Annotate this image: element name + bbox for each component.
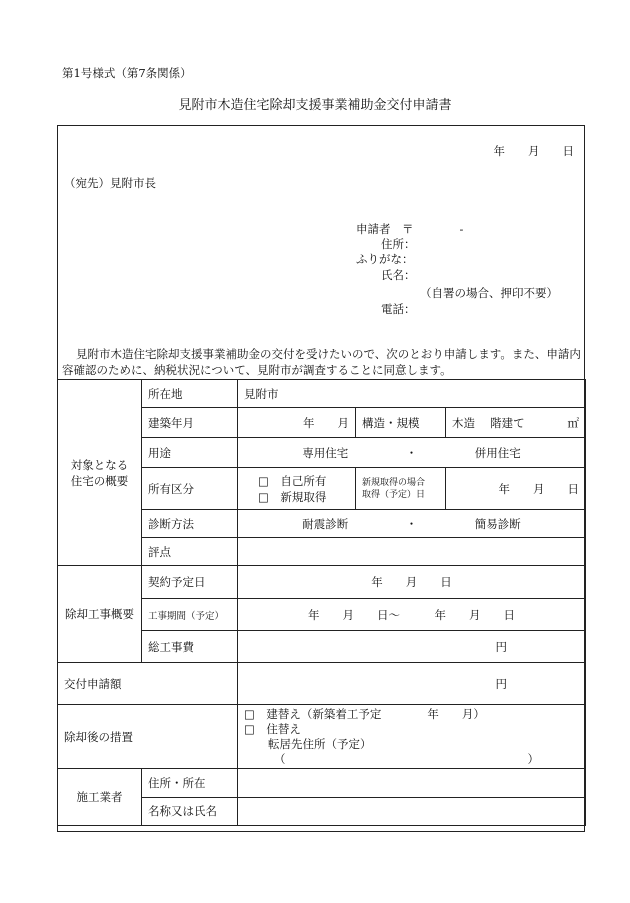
grant-unit: 円: [495, 676, 508, 691]
applicant-address-label: 住所：: [381, 237, 416, 251]
diagnosis-label: 診断方法: [142, 510, 238, 538]
use-options[interactable]: 専用住宅 ・ 併用住宅: [238, 438, 586, 468]
period-label: 工事期間（予定）: [142, 599, 238, 631]
contractor-address-label: 住所・所在: [142, 769, 237, 798]
demolition-section-label: 除却工事概要: [58, 566, 142, 663]
document-title: 見附市木造住宅除却支援事業補助金交付申請書: [178, 98, 452, 113]
sqm-unit: ㎡: [567, 415, 580, 430]
addressee: （宛先）見附市長: [64, 176, 156, 190]
seal-note: （自署の場合、押印不要）: [420, 286, 558, 300]
grant-field[interactable]: [238, 663, 586, 705]
score-field[interactable]: [238, 538, 586, 566]
new-acquisition-label: 新規取得の場合 取得（予定）日: [356, 468, 446, 510]
location-field[interactable]: 見附市: [238, 380, 586, 408]
new-acquisition-date[interactable]: 年 月 日: [446, 468, 586, 510]
built-label: 建築年月: [142, 408, 238, 438]
checkbox-own[interactable]: □ 自己所有: [258, 473, 327, 488]
intro-paragraph: 見附市木造住宅除却支援事業補助金の交付を受けたいので、次のとおり申請します。また、申請内容確認のために、納税状況について、見附市が調査することに同意します。: [62, 347, 581, 377]
cost-label: 総工事費: [142, 631, 238, 663]
contract-date[interactable]: 年 月 日: [238, 566, 586, 599]
cost-field[interactable]: [238, 631, 586, 663]
grant-label: 交付申請額: [58, 663, 238, 705]
application-table: [57, 379, 586, 826]
after-label: 除却後の措置: [58, 705, 238, 769]
application-date: 年 月 日: [493, 144, 574, 158]
contractor-name-label: 名称又は氏名: [148, 804, 217, 819]
cost-unit: 円: [495, 639, 508, 654]
contractor-name-field[interactable]: [238, 797, 586, 826]
applicant-furigana-label: ふりがな：: [356, 252, 414, 266]
applicant-name-label: 氏名：: [381, 268, 416, 282]
applicant-postal: 申請者 〒 -: [356, 222, 464, 236]
location-label: 所在地: [142, 380, 238, 408]
checkbox-new[interactable]: □ 新規取得: [258, 489, 327, 504]
new-address-field[interactable]: （ ）: [274, 751, 540, 766]
diagnosis-options[interactable]: 耐震診断 ・ 簡易診断: [238, 510, 586, 538]
target-section-label: 対象となる 住宅の概要: [58, 380, 142, 566]
new-address-label: 転居先住所（予定）: [268, 736, 372, 751]
applicant-phone-label: 電話：: [381, 302, 416, 316]
checkbox-relocate[interactable]: □ 住替え: [244, 721, 301, 736]
structure-field[interactable]: 木造 階建て ㎡: [446, 408, 586, 438]
after-options[interactable]: [238, 705, 586, 769]
ownership-label: 所有区分: [142, 468, 238, 510]
ownership-options[interactable]: [238, 468, 356, 510]
contractor-label: 施工業者 住所・所在 名称又は氏名: [58, 769, 238, 826]
use-label: 用途: [142, 438, 238, 468]
contract-label: 契約予定日: [142, 566, 238, 599]
form-code: 第1号様式（第7条関係）: [62, 66, 192, 80]
structure-label: 構造・規模: [356, 408, 446, 438]
period-field[interactable]: 年 月 日〜 年 月 日: [238, 599, 586, 631]
score-label: 評点: [142, 538, 238, 566]
checkbox-rebuild[interactable]: □ 建替え（新築着工予定 年 月）: [244, 706, 485, 721]
contractor-address-field[interactable]: [238, 769, 586, 798]
built-field[interactable]: 年 月: [238, 408, 356, 438]
